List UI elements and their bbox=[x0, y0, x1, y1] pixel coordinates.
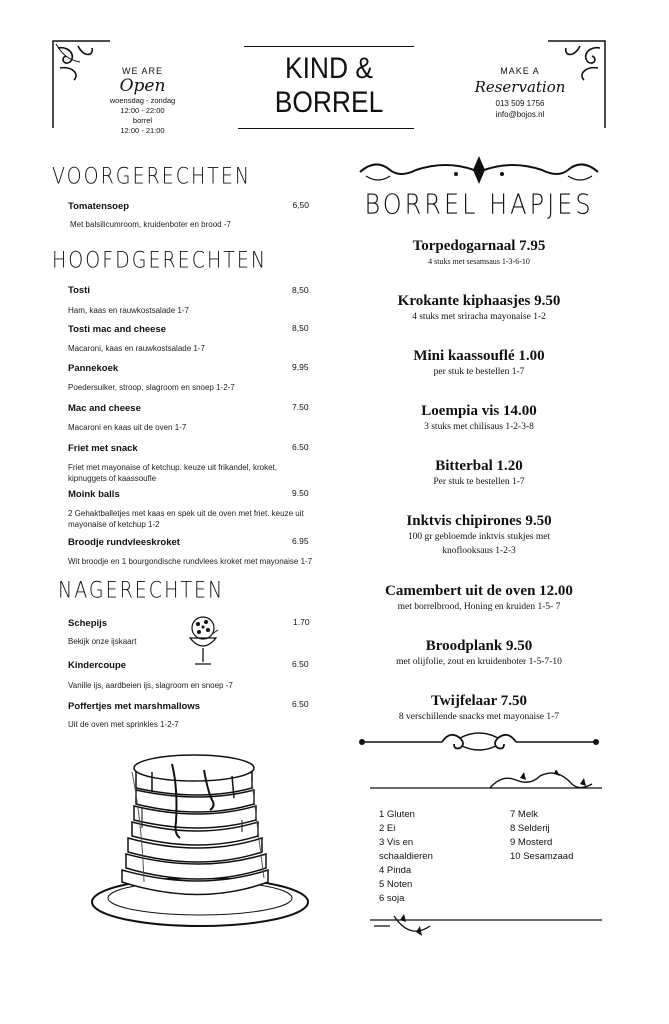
item-name: Mini kaassouflé 1.00 bbox=[413, 348, 545, 364]
item-price: 9.50 bbox=[292, 488, 309, 498]
flourish-top bbox=[356, 152, 602, 190]
reservation-label: Reservation bbox=[474, 78, 566, 96]
phone[interactable]: 013 509 1756 bbox=[495, 99, 545, 108]
item-name: Twijfelaar 7.50 bbox=[430, 693, 528, 709]
allergen-item: 3 Vis en bbox=[379, 837, 414, 848]
open-hours-2: 12:00 - 21:00 bbox=[120, 126, 165, 135]
item-desc: 3 stuks met chilisaus 1-2-3-8 bbox=[424, 422, 534, 432]
menu-item bbox=[356, 693, 602, 733]
item-price: 9,95 bbox=[292, 362, 309, 372]
item-price: 8,50 bbox=[292, 285, 309, 295]
item-desc: met borrelbrood, Honing en kruiden 1-5- 7 bbox=[397, 602, 561, 612]
allergen-item: 2 Ei bbox=[379, 823, 396, 834]
allergen-item: 6 soja bbox=[379, 893, 405, 904]
item-desc: Per stuk te bestellen 1-7 bbox=[433, 477, 525, 487]
item-name: Poffertjes met marshmallows bbox=[68, 701, 200, 712]
menu-item bbox=[356, 348, 602, 403]
item-desc: 100 gr gebloemde inktvis stukjes met knoflooksaus 1-2-3 bbox=[407, 532, 551, 556]
item-name: Friet met snack bbox=[68, 443, 138, 454]
item-desc: Ham, kaas en rauwkostsalade 1-7 bbox=[68, 306, 189, 315]
voorgerechten-heading: VOORGERECHTEN bbox=[52, 164, 252, 190]
allergen-item: 5 Noten bbox=[379, 879, 413, 890]
item-price: 6.95 bbox=[292, 536, 309, 546]
item-desc: Bekijk onze ijskaart bbox=[68, 637, 137, 646]
item-desc: Friet met mayonaise of ketchup. keuze uit frikandel, kroket, kipnuggets of kaassoufle bbox=[68, 463, 277, 483]
item-price: 6,50 bbox=[292, 200, 309, 210]
borrel-label: borrel bbox=[132, 116, 153, 125]
item-name: Broodje rundvleeskroket bbox=[68, 537, 180, 548]
allergen-item: 8 Selderij bbox=[510, 823, 550, 834]
item-name: Loempia vis 14.00 bbox=[421, 403, 537, 419]
menu-item bbox=[356, 583, 602, 638]
allergen-item: 9 Mosterd bbox=[510, 837, 553, 848]
allergen-item: 10 Sesamzaad bbox=[510, 851, 574, 862]
borrelhapjes-list bbox=[356, 238, 602, 733]
title-line-2: BORREL bbox=[274, 86, 384, 119]
voorgerechten-list bbox=[68, 200, 313, 232]
item-name: Broodplank 9.50 bbox=[425, 638, 533, 654]
item-name: Schepijs bbox=[68, 618, 108, 629]
open-label: Open bbox=[119, 76, 166, 96]
item-name: Pannekoek bbox=[68, 363, 119, 374]
item-desc: Poedersuiker, stroop, slagroom en snoep 1-2-7 bbox=[68, 383, 235, 392]
item-name: Torpedogarnaal 7.95 bbox=[412, 238, 546, 254]
we-are-label: WE ARE bbox=[121, 66, 163, 76]
item-price: 7.50 bbox=[292, 402, 309, 412]
nagerechten-heading: NAGERECHTEN bbox=[58, 578, 225, 604]
vine-ornament-bottom bbox=[370, 910, 604, 944]
title-line-1: KIND & bbox=[284, 52, 374, 85]
menu-item bbox=[356, 403, 602, 458]
menu-item bbox=[68, 200, 313, 232]
item-desc: Met balsilicumroom, kruidenboter en brood -7 bbox=[70, 220, 231, 229]
menu-item bbox=[356, 238, 602, 293]
open-hours-1: 12:00 - 22:00 bbox=[120, 106, 165, 115]
item-desc: 4 stuks met sriracha mayonaise 1-2 bbox=[412, 312, 546, 322]
item-name: Tosti bbox=[68, 285, 90, 296]
item-desc: Macaroni en kaas uit de oven 1-7 bbox=[68, 423, 187, 432]
vine-ornament-top bbox=[370, 770, 604, 800]
item-desc: Macaroni, kaas en rauwkostsalade 1-7 bbox=[68, 344, 205, 353]
item-price: 8,50 bbox=[292, 323, 309, 333]
item-price: 6.50 bbox=[292, 442, 309, 452]
flourish-bottom bbox=[356, 728, 602, 754]
item-desc: met olijfolie, zout en kruidenboter 1-5-7-10 bbox=[396, 657, 562, 667]
allergen-item: 1 Gluten bbox=[379, 809, 415, 820]
item-name: Bitterbal 1.20 bbox=[435, 458, 523, 474]
item-name: Camembert uit de oven 12.00 bbox=[385, 583, 573, 599]
borrelhapjes-heading: BORREL HAPJES bbox=[364, 188, 594, 221]
item-name: Krokante kiphaasjes 9.50 bbox=[397, 293, 561, 309]
reservation-block bbox=[470, 66, 570, 120]
item-price: 1.70 bbox=[293, 617, 310, 627]
email[interactable]: info@bojos.nl bbox=[495, 110, 545, 119]
item-name: Moink balls bbox=[68, 489, 120, 500]
menu-item bbox=[356, 638, 602, 693]
menu-item bbox=[356, 293, 602, 348]
allergen-item: schaaldieren bbox=[379, 851, 433, 862]
item-name: Inktvis chipirones 9.50 bbox=[406, 513, 552, 529]
title-bottom-rule bbox=[238, 128, 414, 129]
item-desc: per stuk te bestellen 1-7 bbox=[433, 367, 525, 377]
title-top-rule bbox=[244, 46, 414, 47]
item-name: Kindercoupe bbox=[68, 660, 127, 671]
item-desc: 4 stuks met sesamsaus 1-3-6-10 bbox=[428, 257, 530, 266]
open-days: woensdag - zondag bbox=[109, 96, 176, 105]
allergen-item: 7 Melk bbox=[510, 809, 538, 820]
allergen-list-left bbox=[379, 808, 499, 906]
menu-item bbox=[356, 458, 602, 513]
open-block bbox=[90, 66, 195, 136]
item-price: 6.50 bbox=[292, 659, 309, 669]
item-desc: 2 Gehaktballetjes met kaas en spek uit de oven met friet. keuze uit mayonaise of ketchup 1-2 bbox=[68, 509, 304, 529]
item-name: Tomatensoep bbox=[68, 201, 130, 212]
item-name: Tosti mac and cheese bbox=[68, 324, 167, 335]
allergen-item: 4 Pinda bbox=[379, 865, 412, 876]
make-a-label: MAKE A bbox=[500, 66, 540, 76]
item-desc: 8 verschillende snacks met mayonaise 1-7 bbox=[398, 712, 560, 722]
item-desc: Uit de oven met sprinkles 1-2-7 bbox=[68, 720, 179, 729]
item-price: 6.50 bbox=[292, 699, 309, 709]
ice-cream-icon bbox=[186, 614, 220, 670]
item-name: Mac and cheese bbox=[68, 403, 141, 414]
allergen-list-right bbox=[510, 808, 600, 864]
menu-item bbox=[356, 513, 602, 583]
pancake-stack-illustration bbox=[82, 742, 320, 934]
item-desc: Vanille ijs, aardbeien ijs, slagroom en snoep -7 bbox=[68, 681, 233, 690]
page-title bbox=[244, 52, 414, 120]
hoofdgerechten-heading: HOOFDGERECHTEN bbox=[52, 248, 268, 274]
item-desc: Wit broodje en 1 bourgondische rundvlees kroket met mayonaise 1-7 bbox=[68, 557, 313, 566]
